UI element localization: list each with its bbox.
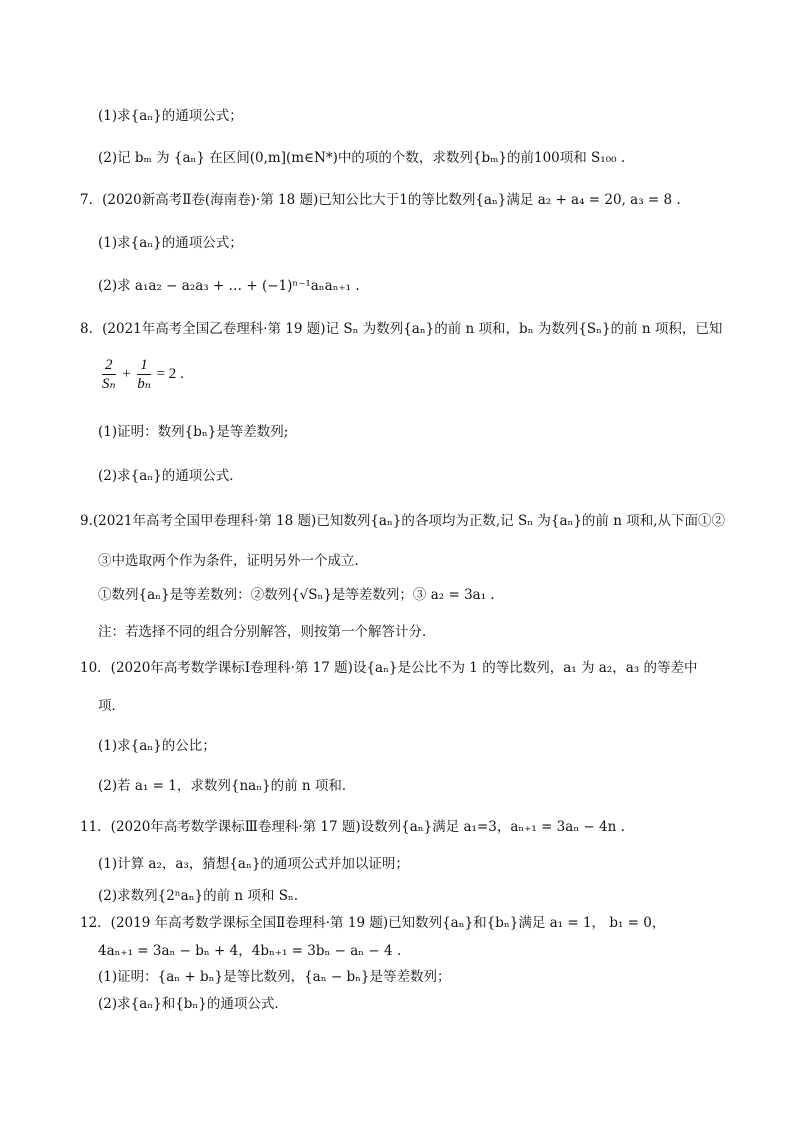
q8-part1: (1)证明：数列{bₙ}是等差数列;: [98, 424, 289, 440]
fraction-denominator: bₙ: [137, 376, 151, 392]
fraction-numerator: 2: [102, 356, 116, 375]
q10-stem-continued: 项．: [98, 698, 125, 714]
q6-part1: (1)求{aₙ}的通项公式；: [98, 108, 243, 124]
q12-part2: (2)求{aₙ}和{bₙ}的通项公式.: [98, 996, 279, 1012]
q8-stem: 8．(2021年高考全国乙卷理科·第 19 题)记 Sₙ 为数列{aₙ}的前 n 项和，bₙ 为数列{Sₙ}的前 n 项积，已知: [80, 321, 723, 337]
plus-sign: +: [121, 365, 132, 382]
q8-equation: [100, 356, 184, 393]
fraction-2-over-sn: [102, 356, 116, 393]
equation-tail: = 2 .: [156, 365, 184, 382]
q12-stem: 12．(2019 年高考数学课标全国Ⅱ卷理科·第 19 题)已知数列{aₙ}和{bₙ}满足 a₁ = 1， b₁ = 0，: [80, 915, 666, 931]
q7-part1: (1)求{aₙ}的通项公式；: [98, 235, 243, 251]
q8-part2: (2)求{aₙ}的通项公式．: [98, 468, 243, 484]
q12-part1: (1)证明：{aₙ + bₙ}是等比数列，{aₙ − bₙ}是等差数列；: [98, 969, 451, 985]
fraction-numerator: 1: [137, 356, 151, 375]
q11-stem: 11．(2020年高考数学课标Ⅲ卷理科·第 17 题)设数列{aₙ}满足 a₁=3，aₙ₊₁ = 3aₙ − 4n .: [80, 819, 625, 835]
q10-part2: (2)若 a₁ = 1，求数列{naₙ}的前 n 项和．: [98, 778, 356, 794]
q9-options: ①数列{aₙ}是等差数列：②数列{√Sₙ}是等差数列；③ a₂ = 3a₁ .: [98, 587, 495, 603]
q7-part2: (2)求 a₁a₂ − a₂a₃ + … + (−1)ⁿ⁻¹aₙaₙ₊₁ .: [98, 278, 360, 294]
fraction-denominator: Sₙ: [102, 376, 116, 392]
q10-part1: (1)求{aₙ}的公比；: [98, 738, 216, 754]
q10-stem: 10．(2020年高考数学课标Ⅰ卷理科·第 17 题)设{aₙ}是公比不为 1 的等比数列，a₁ 为 a₂，a₃ 的等差中: [80, 660, 698, 676]
q11-part2: (2)求数列{2ⁿaₙ}的前 n 项和 Sₙ.: [98, 888, 299, 904]
q9-note: 注：若选择不同的组合分别解答，则按第一个解答计分．: [98, 624, 436, 640]
q7-stem: 7．(2020新高考Ⅱ卷(海南卷)·第 18 题)已知公比大于1的等比数列{aₙ}满足 a₂ + a₄ = 20, a₃ = 8 .: [80, 192, 681, 208]
q11-part1: (1)计算 a₂，a₃，猜想{aₙ}的通项公式并加以证明；: [98, 856, 409, 872]
fraction-1-over-bn: [137, 356, 151, 393]
q9-stem: 9.(2021年高考全国甲卷理科·第 18 题)已知数列{aₙ}的各项均为正数,记 Sₙ 为{aₙ}的前 n 项和,从下面①②: [80, 513, 725, 529]
q9-stem-continued: ③中选取两个作为条件，证明另外一个成立.: [98, 553, 359, 569]
q6-part2: (2)记 bₘ 为 {aₙ} 在区间(0,m](m∈N*)中的项的个数，求数列{bₘ}的前100项和 S₁₀₀ .: [98, 150, 626, 166]
q12-stem-continued: 4aₙ₊₁ = 3aₙ − bₙ + 4，4bₙ₊₁ = 3bₙ − aₙ − 4 .: [98, 943, 402, 959]
